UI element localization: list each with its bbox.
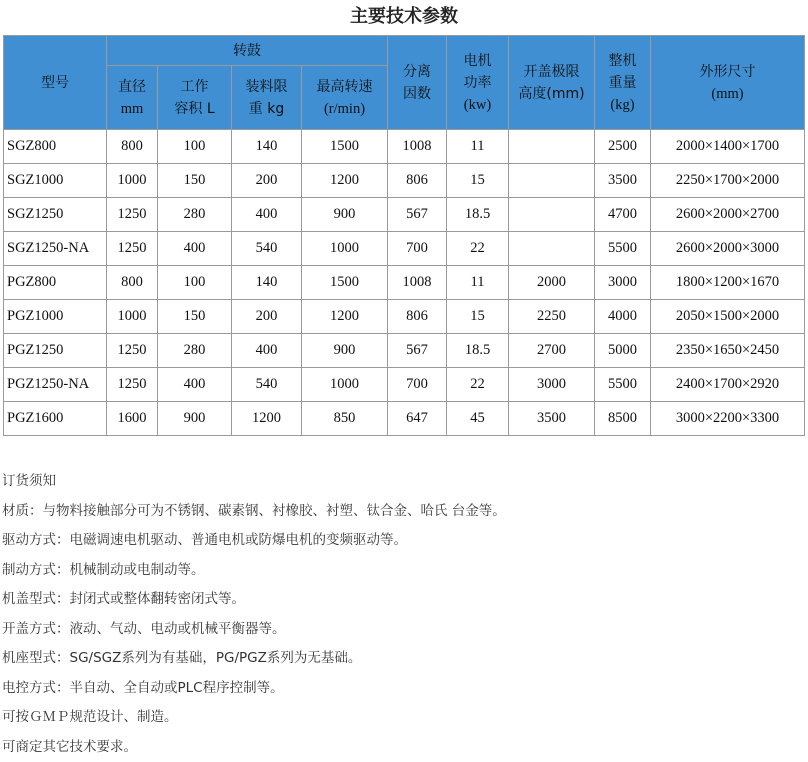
table-cell: 3000	[509, 368, 595, 402]
note-item: 电控方式：半自动、全自动或PLC程序控制等。	[2, 674, 802, 704]
table-row	[4, 198, 805, 232]
table-cell: 1000	[302, 232, 388, 266]
table-cell: 1008	[388, 266, 447, 300]
table-cell: 1200	[302, 164, 388, 198]
table-cell: 1250	[107, 198, 158, 232]
table-cell	[509, 164, 595, 198]
table-cell: 2050×1500×2000	[651, 300, 805, 334]
table-cell: 2000×1400×1700	[651, 130, 805, 164]
table-cell: 100	[158, 266, 232, 300]
model-cell: SGZ1250	[4, 198, 107, 232]
table-row	[4, 402, 805, 436]
table-cell: 1250	[107, 368, 158, 402]
table-cell: 806	[388, 300, 447, 334]
table-cell: 1200	[302, 300, 388, 334]
model-cell: SGZ1000	[4, 164, 107, 198]
table-cell: 2250	[509, 300, 595, 334]
table-cell: 1800×1200×1670	[651, 266, 805, 300]
table-cell: 140	[232, 130, 302, 164]
table-cell: 5500	[595, 232, 651, 266]
table-cell: 2350×1650×2450	[651, 334, 805, 368]
table-cell: 400	[158, 368, 232, 402]
header-drum-speed: 最高转速 (r/min)	[302, 66, 388, 130]
table-cell: 150	[158, 300, 232, 334]
table-cell: 1250	[107, 232, 158, 266]
table-cell: 11	[447, 266, 509, 300]
table-cell: 400	[232, 334, 302, 368]
table-cell: 22	[447, 232, 509, 266]
table-row	[4, 266, 805, 300]
table-cell: 540	[232, 368, 302, 402]
table-cell	[509, 198, 595, 232]
table-cell: 2400×1700×2920	[651, 368, 805, 402]
table-cell: 2700	[509, 334, 595, 368]
page-title: 主要技术参数	[0, 2, 808, 28]
table-cell: 15	[447, 164, 509, 198]
table-cell: 22	[447, 368, 509, 402]
note-item: 可按ＧＭＰ规范设计、制造。	[2, 703, 802, 733]
table-cell: 2600×2000×3000	[651, 232, 805, 266]
table-cell: 5000	[595, 334, 651, 368]
header-drum-diameter: 直径 mm	[107, 66, 158, 130]
order-notes	[2, 467, 802, 762]
header-motor-power: 电机 功率 (kw)	[447, 36, 509, 130]
table-cell: 900	[302, 334, 388, 368]
table-cell: 11	[447, 130, 509, 164]
table-cell: 4000	[595, 300, 651, 334]
table-cell: 1500	[302, 266, 388, 300]
table-cell: 700	[388, 368, 447, 402]
table-row	[4, 164, 805, 198]
model-cell: PGZ800	[4, 266, 107, 300]
table-row	[4, 334, 805, 368]
table-cell	[509, 232, 595, 266]
table-cell: 567	[388, 334, 447, 368]
table-row	[4, 130, 805, 164]
table-cell: 3500	[595, 164, 651, 198]
table-cell: 5500	[595, 368, 651, 402]
table-cell: 1250	[107, 334, 158, 368]
table-row	[4, 300, 805, 334]
table-cell: 1500	[302, 130, 388, 164]
table-cell: 45	[447, 402, 509, 436]
table-cell: 900	[302, 198, 388, 232]
table-cell: 1200	[232, 402, 302, 436]
table-cell: 806	[388, 164, 447, 198]
table-cell: 1000	[302, 368, 388, 402]
model-cell: PGZ1000	[4, 300, 107, 334]
table-cell: 800	[107, 266, 158, 300]
table-cell: 647	[388, 402, 447, 436]
note-item: 机座型式：SG/SGZ系列为有基础，PG/PGZ系列为无基础。	[2, 644, 802, 674]
note-item: 可商定其它技术要求。	[2, 733, 802, 762]
model-cell: SGZ1250-NA	[4, 232, 107, 266]
note-item: 材质：与物料接触部分可为不锈钢、碳素钢、衬橡胶、衬塑、钛合金、哈氏 台金等。	[2, 497, 802, 527]
table-cell: 150	[158, 164, 232, 198]
spec-table	[3, 35, 805, 436]
model-cell: SGZ800	[4, 130, 107, 164]
note-item: 驱动方式：电磁调速电机驱动、普通电机或防爆电机的变频驱动等。	[2, 526, 802, 556]
table-cell: 18.5	[447, 198, 509, 232]
header-drum: 转鼓	[107, 36, 388, 66]
table-cell: 100	[158, 130, 232, 164]
model-cell: PGZ1250-NA	[4, 368, 107, 402]
table-cell	[509, 130, 595, 164]
model-cell: PGZ1600	[4, 402, 107, 436]
note-item: 制动方式：机械制动或电制动等。	[2, 556, 802, 586]
header-dimensions: 外形尺寸 (mm)	[651, 36, 805, 130]
table-cell: 200	[232, 300, 302, 334]
table-cell: 1000	[107, 164, 158, 198]
table-row	[4, 368, 805, 402]
table-cell: 8500	[595, 402, 651, 436]
model-cell: PGZ1250	[4, 334, 107, 368]
table-cell: 1600	[107, 402, 158, 436]
table-cell: 850	[302, 402, 388, 436]
header-drum-load: 装料限 重 kg	[232, 66, 302, 130]
header-drum-volume: 工作 容积 L	[158, 66, 232, 130]
table-cell: 400	[158, 232, 232, 266]
spec-table-body	[4, 130, 805, 436]
table-cell: 4700	[595, 198, 651, 232]
note-item: 开盖方式：液动、气动、电动或机械平衡器等。	[2, 615, 802, 645]
table-cell: 2500	[595, 130, 651, 164]
notes-heading: 订货须知	[2, 467, 802, 497]
table-cell: 2250×1700×2000	[651, 164, 805, 198]
table-cell: 900	[158, 402, 232, 436]
table-cell: 400	[232, 198, 302, 232]
table-cell: 3000×2200×3300	[651, 402, 805, 436]
table-cell: 3000	[595, 266, 651, 300]
table-cell: 2600×2000×2700	[651, 198, 805, 232]
header-separation: 分离 因数	[388, 36, 447, 130]
table-cell: 280	[158, 334, 232, 368]
table-cell: 800	[107, 130, 158, 164]
header-weight: 整机 重量 (kg)	[595, 36, 651, 130]
header-model: 型号	[4, 36, 107, 130]
table-cell: 567	[388, 198, 447, 232]
note-item: 机盖型式：封闭式或整体翻转密闭式等。	[2, 585, 802, 615]
table-cell: 2000	[509, 266, 595, 300]
table-row	[4, 232, 805, 266]
table-cell: 200	[232, 164, 302, 198]
table-cell: 540	[232, 232, 302, 266]
table-cell: 3500	[509, 402, 595, 436]
header-lid-height: 开盖极限 高度(mm)	[509, 36, 595, 130]
table-cell: 1000	[107, 300, 158, 334]
table-cell: 1008	[388, 130, 447, 164]
table-cell: 280	[158, 198, 232, 232]
table-cell: 700	[388, 232, 447, 266]
table-cell: 15	[447, 300, 509, 334]
table-cell: 18.5	[447, 334, 509, 368]
table-cell: 140	[232, 266, 302, 300]
